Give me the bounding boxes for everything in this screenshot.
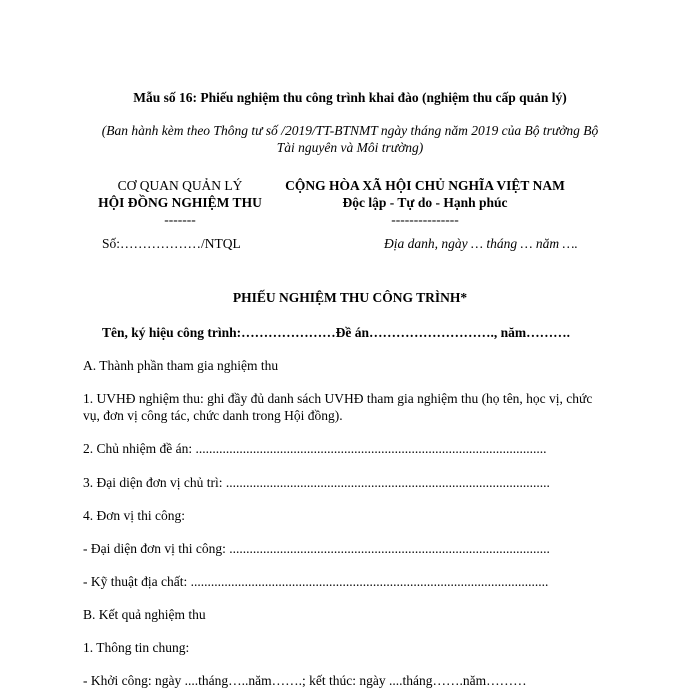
- item-1-line-2: vụ, đơn vị công tác, chức danh trong Hội đồng).: [83, 408, 343, 423]
- item-b1: 1. Thông tin chung:: [83, 640, 190, 655]
- document-title: PHIẾU NGHIỆM THU CÔNG TRÌNH*: [232, 290, 468, 305]
- council-name: HỘI ĐỒNG NGHIỆM THU: [98, 195, 262, 210]
- project-line: Tên, ký hiệu công trình:…………………Đề án………………………., năm……….: [102, 325, 571, 340]
- form-title: Mẫu số 16: Phiếu nghiệm thu công trình khai đào (nghiệm thu cấp quản lý): [133, 90, 567, 105]
- section-b-title: B. Kết quả nghiệm thu: [83, 607, 206, 622]
- issued-by-line-1: (Ban hành kèm theo Thông tư số /2019/TT-BTNMT ngày tháng năm 2019 của Bộ trưởng Bộ: [101, 123, 599, 138]
- item-2: 2. Chủ nhiệm đề án: ........................................................................................................: [83, 441, 547, 456]
- section-a-title: A. Thành phần tham gia nghiệm thu: [83, 358, 279, 373]
- agency-name: CƠ QUAN QUẢN LÝ: [117, 178, 243, 193]
- issued-by-line-2: Tài nguyên và Môi trường): [276, 140, 424, 155]
- left-divider: -------: [164, 212, 196, 227]
- item-b1a: - Khởi công: ngày ....tháng…..năm…….; kết thúc: ngày ....tháng…….năm………: [83, 673, 527, 688]
- item-3: 3. Đại diện đơn vị chủ trì: ................................................................................................: [83, 475, 550, 490]
- item-4b: - Kỹ thuật địa chất: ..........................................................................................................: [83, 574, 549, 589]
- national-motto: Độc lập - Tự do - Hạnh phúc: [342, 195, 508, 210]
- document-number: Số:………………/NTQL: [102, 236, 241, 251]
- country-name: CỘNG HÒA XÃ HỘI CHỦ NGHĨA VIỆT NAM: [285, 178, 565, 193]
- item-1-line-1: 1. UVHĐ nghiệm thu: ghi đầy đủ danh sách UVHĐ tham gia nghiệm thu (họ tên, học vị, chức: [83, 391, 593, 406]
- right-divider: ---------------: [391, 212, 459, 227]
- place-date: Địa danh, ngày … tháng … năm ….: [384, 236, 578, 251]
- item-4a: - Đại diện đơn vị thi công: ...............................................................................................: [83, 541, 550, 556]
- item-4: 4. Đơn vị thi công:: [83, 508, 186, 523]
